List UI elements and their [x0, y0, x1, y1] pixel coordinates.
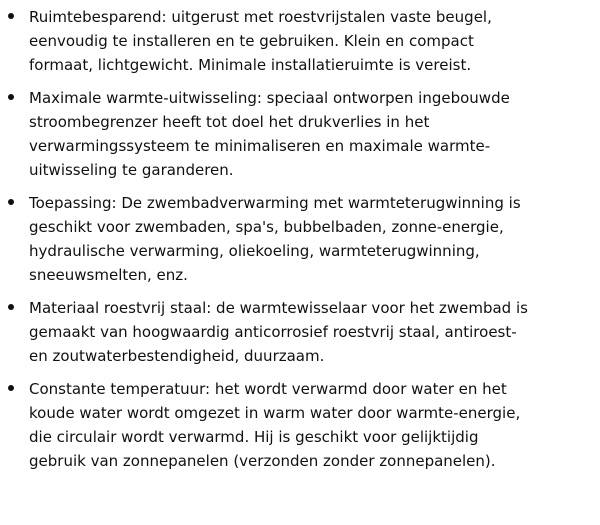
list-item-text-line: koude water wordt omgezet in warm water door warmte-energie, [29, 404, 521, 422]
bullet-dot-icon [8, 304, 14, 310]
list-item-text-line: hydraulische verwarming, oliekoeling, warmteterugwinning, [29, 242, 480, 260]
list-item [0, 5, 600, 77]
list-item-text-line: Toepassing: De zwembadverwarming met warmteterugwinning is [29, 194, 521, 212]
bullet-dot-icon [8, 199, 14, 205]
list-item [0, 191, 600, 287]
bullet-dot-icon [8, 13, 14, 19]
list-item-text-line: die circulair wordt verwarmd. Hij is geschikt voor gelijktijdig [29, 428, 479, 446]
list-item-text-line: eenvoudig te installeren en te gebruiken. Klein en compact [29, 32, 474, 50]
list-item-text-line: stroombegrenzer heeft tot doel het drukverlies in het [29, 113, 430, 131]
list-item-text-line: verwarmingssysteem te minimaliseren en maximale warmte- [29, 137, 491, 155]
list-item-text-line: gebruik van zonnepanelen (verzonden zonder zonnepanelen). [29, 452, 496, 470]
list-item-text-line: Constante temperatuur: het wordt verwarmd door water en het [29, 380, 507, 398]
list-item-text-line: gemaakt van hoogwaardig anticorrosief roestvrij staal, antiroest- [29, 323, 517, 341]
list-item [0, 377, 600, 473]
list-item-text-line: en zoutwaterbestendigheid, duurzaam. [29, 347, 325, 365]
list-item-text-line: Ruimtebesparend: uitgerust met roestvrijstalen vaste beugel, [29, 8, 492, 26]
list-item-text-line: sneeuwsmelten, enz. [29, 266, 188, 284]
bullet-dot-icon [8, 385, 14, 391]
bullet-dot-icon [8, 94, 14, 100]
list-item-text-line: Maximale warmte-uitwisseling: speciaal ontworpen ingebouwde [29, 89, 510, 107]
list-item [0, 296, 600, 368]
list-item-text-line: Materiaal roestvrij staal: de warmtewisselaar voor het zwembad is [29, 299, 528, 317]
list-item-text-line: formaat, lichtgewicht. Minimale installatieruimte is vereist. [29, 56, 472, 74]
list-item-text-line: uitwisseling te garanderen. [29, 161, 234, 179]
list-item-text-line: geschikt voor zwembaden, spa's, bubbelbaden, zonne-energie, [29, 218, 504, 236]
list-item [0, 86, 600, 182]
